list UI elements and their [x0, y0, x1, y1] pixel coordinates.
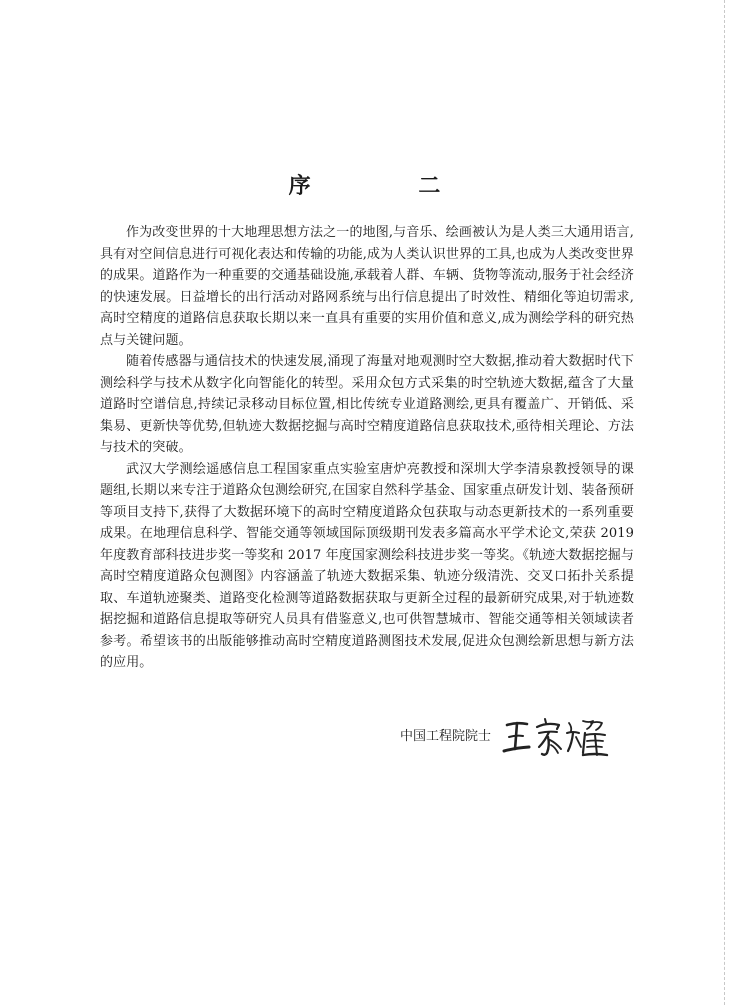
paragraph: 作为改变世界的十大地理思想方法之一的地图,与音乐、绘画被认为是人类三大通用语言,具有对空间信息进行可视化表达和传输的功能,成为人类认识世界的工具,也成为人类改变世界的成果。道路作为一种重要的交通基础设施,承载着人群、车辆、货物等流动,服务于社会经济的快速发展。日益增长的出行活动对路网系统与出行信息提出了时效性、精细化等迫切需求,高时空精度的道路信息获取长期以来一直具有重要的实用价值和意义,成为测绘学科的研究热点与关键问题。	[100, 225, 634, 348]
signature-title: 中国工程院院士	[400, 729, 492, 744]
paragraph: 随着传感器与通信技术的快速发展,涌现了海量对地观测时空大数据,推动着大数据时代下测绘科学与技术从数字化向智能化的转型。采用众包方式采集的时空轨迹大数据,蕴含了大量道路时空谱信息,持续记录移动目标位置,相比传统专业道路测绘,更具有覆盖广、开销低、采集易、更新快等优势,但轨迹大数据挖掘与高时空精度道路信息获取技术,亟待相关理论、方法与技术的突破。	[100, 354, 634, 455]
page-edge-line	[724, 0, 725, 1005]
page-title: 序 二	[288, 174, 491, 199]
paragraph: 武汉大学测绘遥感信息工程国家重点实验室唐炉亮教授和深圳大学李清泉教授领导的课题组,长期以来专注于道路众包测绘研究,在国家自然科学基金、国家重点研发计划、装备预研等项目支持下,获得了大数据环境下的高时空精度道路众包获取与动态更新技术的一系列重要成果。在地理信息科学、智能交通等领域国际顶级期刊发表多篇高水平学术论文,荣获 2019 年度教育部科技进步奖一等奖和 2017 年度国家测绘科技进步奖一等奖。《轨迹大数据挖掘与高时空精度道路众包测图》内容涵盖了轨迹大数据采集、轨迹分级清洗、交叉口拓扑关系提取、车道轨迹聚类、道路变化检测等道路数据获取与更新全过程的最新研究成果,对于轨迹数据挖掘和道路信息提取等研究人员具有借鉴意义,也可供智慧城市、智能交通等相关领域读者参考。希望该书的出版能够推动高时空精度道路测图技术发展,促进众包测绘新思想与新方法的应用。	[100, 461, 634, 670]
signature-block	[400, 712, 611, 762]
handwritten-signature	[501, 713, 611, 761]
preface-body	[100, 222, 634, 674]
